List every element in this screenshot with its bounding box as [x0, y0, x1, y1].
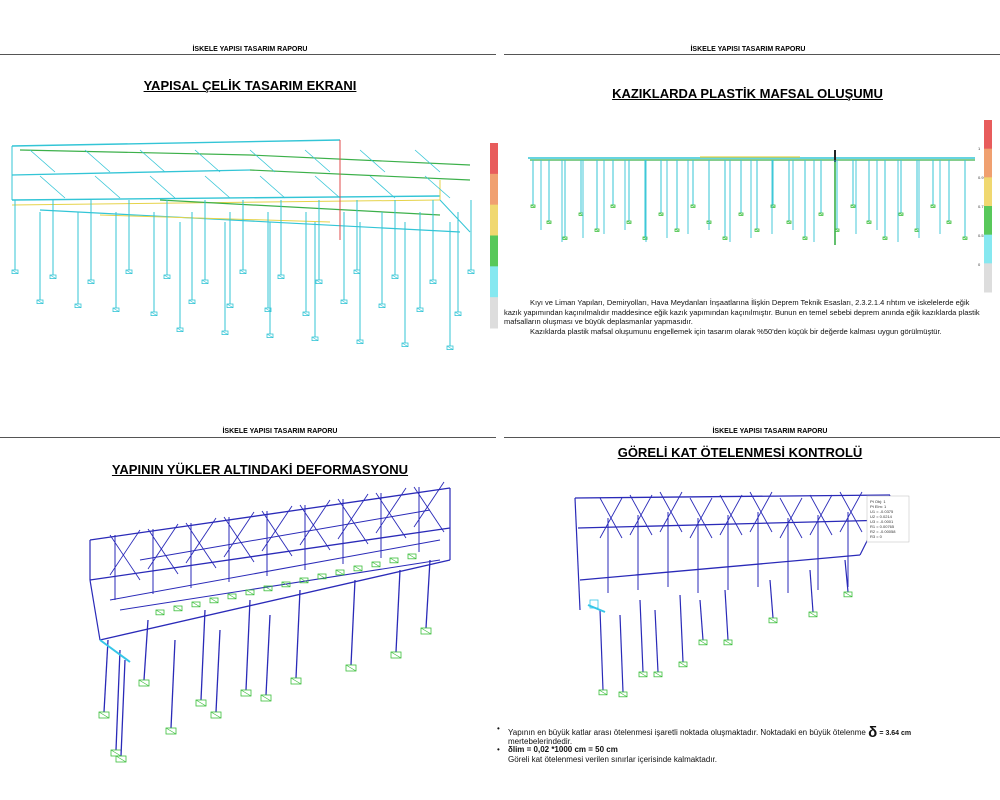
- drift-bullet-2: [497, 745, 618, 754]
- header-bottom-left: İSKELE YAPISI TASARIM RAPORU: [222, 428, 338, 435]
- pile-support-marker: [599, 690, 607, 695]
- pile-support-marker: [12, 270, 18, 274]
- story-drift-model: [575, 492, 890, 697]
- colorbar-tick: 0: [978, 262, 981, 267]
- pile: [396, 570, 400, 652]
- pile-support-marker: [379, 304, 385, 308]
- frame-member: [120, 560, 440, 610]
- pile-support-marker: [844, 592, 852, 597]
- pile: [426, 560, 430, 628]
- bullet-dot: •: [497, 724, 500, 733]
- pile-support-marker: [241, 690, 251, 696]
- pile-support-marker: [316, 280, 322, 284]
- pile: [725, 590, 728, 640]
- drift-bullet-1-text: Yapının en büyük katlar arası ötelenmesi işaretli noktada oluşmaktadır. Noktadaki en büyük ötelenme: [508, 728, 866, 737]
- frame-member: [195, 150, 220, 172]
- pile-support-marker: [37, 300, 43, 304]
- pile: [770, 580, 773, 618]
- plastic-hinge-model: [528, 150, 975, 245]
- pile-support-marker: [408, 554, 416, 559]
- pile-support-marker: [177, 328, 183, 332]
- colorbar-segment: [984, 149, 992, 178]
- drift-bullet-1-tail: mertebelerindedir.: [508, 737, 573, 746]
- header-bottom-right: İSKELE YAPISI TASARIM RAPORU: [712, 428, 828, 435]
- frame-member: [12, 140, 340, 146]
- pile-support-marker: [354, 270, 360, 274]
- max-deformation-highlight: [100, 640, 130, 662]
- pile-support-marker: [202, 280, 208, 284]
- drift-limit-formula: δlim = 0,02 *1000 cm = 50 cm: [508, 745, 618, 754]
- pile-support-marker: [447, 346, 453, 350]
- pile: [171, 640, 175, 728]
- pile-support-marker: [390, 558, 398, 563]
- pile-support-marker: [769, 618, 777, 623]
- pile-support-marker: [402, 343, 408, 347]
- pile: [620, 615, 623, 692]
- hinge-paragraph-text-2: Kazıklarda plastik mafsal oluşumunu engellemek için tasarım olarak %50'den küçük bir değerde kalması uygun görülmüştür.: [530, 326, 942, 336]
- colorbar-segment: [490, 236, 498, 267]
- drift-value: = 3.64 cm: [879, 730, 912, 737]
- pile: [266, 615, 270, 695]
- panel-title-steel-design: YAPISAL ÇELİK TASARIM EKRANI: [143, 78, 357, 93]
- legend-line: Pt Elm: 1: [870, 504, 887, 509]
- frame-member: [305, 150, 330, 172]
- pile-support-marker: [468, 270, 474, 274]
- pile: [121, 660, 125, 756]
- header-top-right: İSKELE YAPISI TASARIM RAPORU: [690, 46, 806, 53]
- pile: [655, 610, 658, 672]
- pile-support-marker: [192, 602, 200, 607]
- pile-support-marker: [354, 566, 362, 571]
- pile-support-marker: [111, 750, 121, 756]
- pile: [700, 600, 703, 640]
- frame-member: [415, 150, 440, 172]
- legend-line: R3 = 0: [870, 534, 882, 539]
- frame-member: [40, 210, 460, 232]
- pile-support-marker: [126, 270, 132, 274]
- steel-design-model: [12, 140, 474, 350]
- pile-support-marker: [278, 275, 284, 279]
- pile-support-marker: [455, 312, 461, 316]
- deformed-shape-model: [90, 482, 450, 762]
- frame-member: [12, 170, 250, 175]
- colorbar-segment: [984, 120, 992, 149]
- pile-support-marker: [679, 662, 687, 667]
- pile-support-marker: [639, 672, 647, 677]
- colorbar-tick: 1: [978, 146, 981, 151]
- pile-support-marker: [50, 275, 56, 279]
- pile: [104, 640, 108, 712]
- panel-title-drift-check: GÖRELİ KAT ÖTELENMESİ KONTROLÜ: [617, 445, 863, 460]
- max-drift-highlight: [588, 605, 605, 612]
- pile: [246, 600, 250, 690]
- frame-member: [150, 176, 175, 198]
- frame-member: [90, 488, 450, 540]
- frame-member: [95, 176, 120, 198]
- colorbar-segment: [490, 143, 498, 174]
- pile-support-marker: [156, 610, 164, 615]
- legend-line: U3 = -0.0001: [870, 519, 894, 524]
- frame-member: [30, 150, 55, 172]
- pile-support-marker: [151, 312, 157, 316]
- pile-support-marker: [166, 728, 176, 734]
- pile-support-marker: [391, 652, 401, 658]
- pile-support-marker: [139, 680, 149, 686]
- pile: [216, 630, 220, 712]
- legend-line: U1 = -0.0375: [870, 509, 894, 514]
- pile-support-marker: [113, 308, 119, 312]
- frame-member: [12, 196, 440, 200]
- pile-support-marker: [189, 300, 195, 304]
- pile-support-marker: [246, 590, 254, 595]
- panel-title-deformation: YAPININ YÜKLER ALTINDAKİ DEFORMASYONU: [111, 462, 409, 477]
- frame-member: [250, 155, 470, 165]
- frame-member: [250, 170, 470, 180]
- frame-member: [20, 150, 250, 155]
- pile-support-marker: [619, 692, 627, 697]
- pile-support-marker: [724, 640, 732, 645]
- pile-support-marker: [261, 695, 271, 701]
- pile: [116, 650, 120, 750]
- pile-support-marker: [291, 678, 301, 684]
- pile-support-marker: [196, 700, 206, 706]
- pile-support-marker: [222, 331, 228, 335]
- pile-support-marker: [227, 304, 233, 308]
- pile-support-marker: [357, 340, 363, 344]
- legend-line: R1 = 0.00765: [870, 524, 895, 529]
- colorbar-segment: [984, 177, 992, 206]
- pile-support-marker: [421, 628, 431, 634]
- pile: [201, 610, 205, 700]
- colorbar-tick: 0.7: [978, 204, 984, 209]
- pile-support-marker: [164, 275, 170, 279]
- pile-support-marker: [228, 594, 236, 599]
- frame-member: [575, 498, 580, 610]
- pile-support-marker: [336, 570, 344, 575]
- pile-support-marker: [341, 300, 347, 304]
- colorbar-segment: [490, 205, 498, 236]
- frame-member: [250, 150, 275, 172]
- pile-support-marker: [211, 712, 221, 718]
- pile-support-marker: [75, 304, 81, 308]
- frame-member: [85, 150, 110, 172]
- pile-support-marker: [88, 280, 94, 284]
- colorbar-segment: [984, 263, 992, 292]
- stress-ratio-colorbar-right: [984, 120, 992, 293]
- pile-support-marker: [372, 562, 380, 567]
- colorbar-segment: [984, 235, 992, 264]
- frame-member: [40, 176, 65, 198]
- hinge-paragraph: [504, 298, 986, 336]
- pile-support-marker: [392, 275, 398, 279]
- stress-ratio-colorbar-left: [490, 143, 498, 329]
- colorbar-segment: [490, 297, 498, 328]
- pile-support-marker: [99, 712, 109, 718]
- pile-support-marker: [417, 308, 423, 312]
- colorbar-segment: [984, 206, 992, 235]
- frame-member: [260, 176, 285, 198]
- frame-member: [370, 176, 395, 198]
- pile: [640, 600, 643, 672]
- frame-member: [12, 200, 440, 205]
- pile-support-marker: [240, 270, 246, 274]
- panel-title-plastic-hinge: KAZIKLARDA PLASTİK MAFSAL OLUŞUMU: [612, 86, 883, 101]
- pile-support-marker: [116, 756, 126, 762]
- frame-member: [440, 200, 470, 232]
- colorbar-segment: [490, 174, 498, 205]
- legend-line: Pt Obj: 1: [870, 499, 886, 504]
- drift-bullet-2-line2: Göreli kat ötelenmesi verilen sınırlar içerisinde kalmaktadır.: [508, 755, 717, 764]
- legend-line: U2 = 0.0214: [870, 514, 892, 519]
- header-top-left: İSKELE YAPISI TASARIM RAPORU: [192, 46, 308, 53]
- pile-support-marker: [312, 337, 318, 341]
- pile-support-marker: [654, 672, 662, 677]
- pile-support-marker: [809, 612, 817, 617]
- frame-member: [90, 580, 100, 640]
- hinge-paragraph-text-1: Kıyı ve Liman Yapıları, Demiryolları, Hava Meydanları İnşaatlarına İlişkin Deprem Teknik Esasları, 2.3.2.1.4 rıhtım ve iskelelerde eğik kazık yapımından kaçınılmalıdır maddesince eğik kazık yapımından kaçınılmıştır. Bunun en temel sebebi deprem anında eğik kazıklarda plastik mafsalların oluşması ve büyük deplasmanlar yapmasıdır.: [504, 298, 980, 326]
- frame-member: [205, 176, 230, 198]
- colorbar-tick: 0.5: [978, 233, 984, 238]
- frame-member: [100, 215, 330, 222]
- pile-support-marker: [210, 598, 218, 603]
- frame-member: [315, 176, 340, 198]
- pile-support-marker: [267, 334, 273, 338]
- pile: [296, 590, 300, 678]
- bullet-dot: •: [497, 745, 500, 754]
- pile-support-marker: [303, 312, 309, 316]
- delta-symbol: δ: [868, 724, 878, 741]
- legend-line: R2 = -0.00058: [870, 529, 896, 534]
- pile: [810, 570, 813, 612]
- pile-support-marker: [430, 280, 436, 284]
- frame-member: [160, 200, 440, 215]
- pile: [351, 580, 355, 665]
- pile: [600, 610, 603, 690]
- pile-support-marker: [699, 640, 707, 645]
- colorbar-tick: 0.9: [978, 175, 984, 180]
- colorbar-segment: [490, 266, 498, 297]
- pile: [680, 595, 683, 662]
- pile-support-marker: [346, 665, 356, 671]
- pile-support-marker: [174, 606, 182, 611]
